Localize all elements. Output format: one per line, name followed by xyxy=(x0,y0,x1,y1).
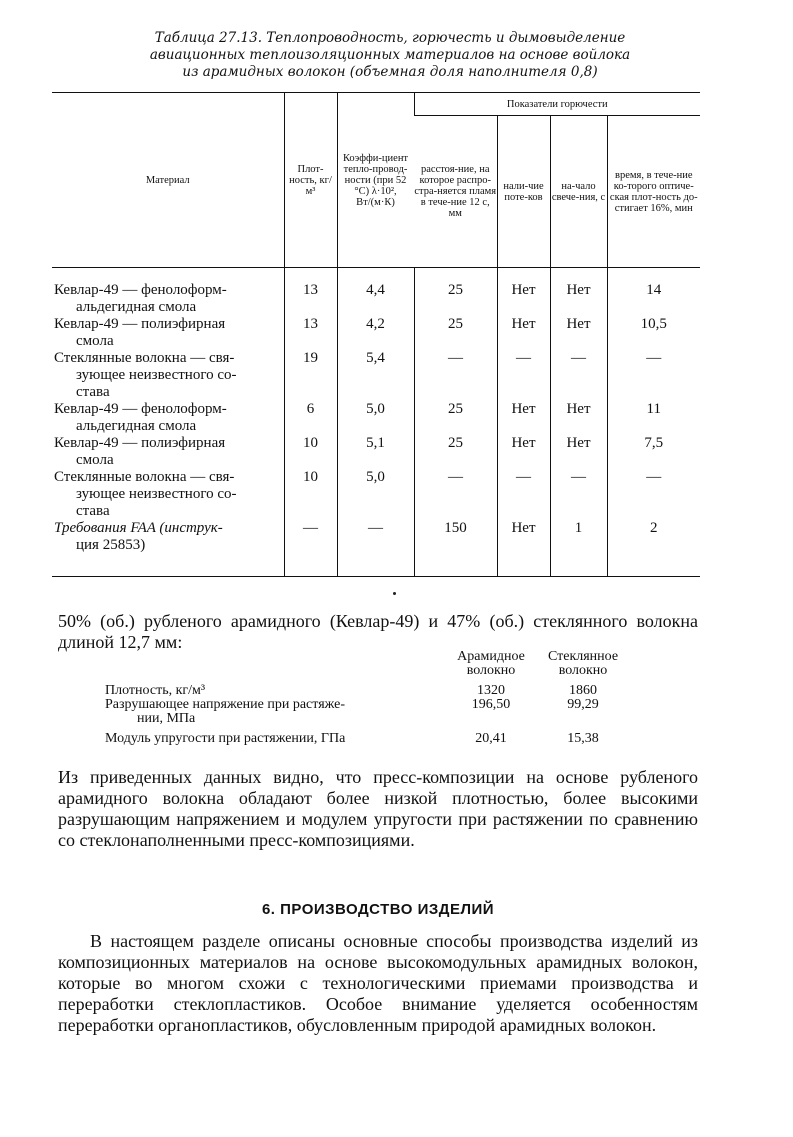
cell-glow-start: Нет xyxy=(550,401,607,435)
caption-line: Таблица 27.13. Теплопроводность, горючесть и дымовыделение xyxy=(154,30,626,46)
material-line: Кевлар-49 — полиэфирная xyxy=(54,435,226,451)
cell-smoke-time: — xyxy=(607,350,700,401)
material-line: Стеклянные волокна — свя- xyxy=(54,350,235,366)
cell-material xyxy=(52,520,284,577)
cell-smoke-time: 14 xyxy=(607,268,700,317)
table-row xyxy=(52,268,700,317)
caption-line: из арамидных волокон (объемная доля наполнителя 0,8) xyxy=(182,64,598,80)
row-label xyxy=(105,698,445,726)
cell-glass: 1860 xyxy=(569,683,597,698)
cell-drip: Нет xyxy=(497,401,550,435)
cell-glow-start: Нет xyxy=(550,435,607,469)
cell-material xyxy=(52,316,284,350)
material-line: смола xyxy=(76,333,114,349)
paragraph-intro: 50% (об.) рубленого арамидного (Кевлар-49) и 47% (об.) стеклянного волокна длиной 12,7 мм: xyxy=(58,611,698,652)
material-line: Кевлар-49 — фенолоформ- xyxy=(54,401,227,417)
material-line: зующее неизвестного со- xyxy=(76,486,237,502)
cell-flame-spread: 25 xyxy=(414,401,497,435)
material-line: става xyxy=(76,384,110,400)
material-line: Кевлар-49 — фенолоформ- xyxy=(54,282,227,298)
cell-density: 13 xyxy=(284,316,337,350)
cell-glass: 99,29 xyxy=(567,697,599,712)
row-label xyxy=(105,732,445,746)
cell-aramid: 1320 xyxy=(477,683,505,698)
material-line: смола xyxy=(76,452,114,468)
cell-conductivity: 5,1 xyxy=(337,435,414,469)
header-drip: нали-чие поте-ков xyxy=(497,116,550,268)
cell-glow-start: 1 xyxy=(550,520,607,577)
header-material: Материал xyxy=(52,93,284,268)
header-glow-start: на-чало свече-ния, с xyxy=(550,116,607,268)
cell-glass: 15,38 xyxy=(567,731,599,746)
cell-drip: — xyxy=(497,350,550,401)
material-line: Стеклянные волокна — свя- xyxy=(54,469,235,485)
cell-smoke-time: 7,5 xyxy=(607,435,700,469)
cell-glow-start: Нет xyxy=(550,268,607,317)
material-line: альдегидная смола xyxy=(76,418,197,434)
cell-flame-spread: 150 xyxy=(414,520,497,577)
cell-smoke-time: 2 xyxy=(607,520,700,577)
table-row xyxy=(52,401,700,435)
cell-density: 13 xyxy=(284,268,337,317)
cell-density: 19 xyxy=(284,350,337,401)
table-row xyxy=(105,684,629,698)
cell-drip: Нет xyxy=(497,316,550,350)
table-row xyxy=(52,350,700,401)
table-row xyxy=(105,732,629,746)
label-line: Модуль упругости при растяжении, ГПа xyxy=(105,731,346,746)
material-line: зующее неизвестного со- xyxy=(76,367,237,383)
cell-density: 10 xyxy=(284,435,337,469)
cell-drip: Нет xyxy=(497,268,550,317)
cell-glow-start: — xyxy=(550,350,607,401)
cell-flame-spread: 25 xyxy=(414,268,497,317)
table-row xyxy=(105,698,629,726)
cell-aramid: 196,50 xyxy=(471,697,511,712)
paragraph-conclusion: Из приведенных данных видно, что пресс-композиции на основе рубленого арамидного волокна обладают более низкой плотностью, более высокими разрушающим напряжением и модулем упругости при растяжении по сравнению со стеклонаполненными пресс-композициями. xyxy=(58,767,698,850)
cell-conductivity: 4,2 xyxy=(337,316,414,350)
material-line: Требования FAA (инструк- xyxy=(54,520,223,536)
print-speck xyxy=(393,592,396,595)
material-line: Кевлар-49 — полиэфирная xyxy=(54,316,226,332)
material-line: ция 25853) xyxy=(76,537,146,553)
cell-glow-start: Нет xyxy=(550,316,607,350)
header-density: Плот-ность, кг/м³ xyxy=(284,93,337,268)
header-flammability-group: Показатели горючести xyxy=(414,93,700,116)
table-row xyxy=(52,469,700,520)
material-line: става xyxy=(76,503,110,519)
cell-material xyxy=(52,268,284,317)
flammability-table xyxy=(52,92,700,577)
cell-conductivity: 5,0 xyxy=(337,401,414,435)
header-conductivity: Коэффи-циент тепло-провод-ности (при 52 °С) λ·10², Вт/(м·К) xyxy=(337,93,414,268)
header-glass-fiber: Стеклянное волокно xyxy=(547,649,619,678)
cell-conductivity: — xyxy=(337,520,414,577)
table-row xyxy=(52,435,700,469)
cell-material xyxy=(52,469,284,520)
header-aramid-fiber: Арамидное волокно xyxy=(457,649,525,678)
label-line: Разрушающее напряжение при растяже- xyxy=(105,697,346,712)
paragraph-section: В настоящем разделе описаны основные способы производства изделий из композиционных материалов на основе высокомодульных арамидных волокон, которые во многом схожи с технологическими приемами производства и переработки стеклопластиков. Особое внимание уделяется особенностям переработки органопластиков, обусловленным природой арамидных волокон. xyxy=(58,931,698,1035)
header-flame-spread: расстоя-ние, на которое распро-стра-няется пламя в тече-ние 12 с, мм xyxy=(414,116,497,268)
cell-density: 6 xyxy=(284,401,337,435)
row-label xyxy=(105,684,445,698)
label-line: нии, МПа xyxy=(137,711,196,726)
cell-aramid: 20,41 xyxy=(475,731,507,746)
header-smoke-time: время, в тече-ние ко-торого оптиче-ская плот-ность до-стигает 16%, мин xyxy=(607,116,700,268)
cell-material xyxy=(52,350,284,401)
cell-material xyxy=(52,435,284,469)
cell-flame-spread: 25 xyxy=(414,316,497,350)
cell-drip: — xyxy=(497,469,550,520)
label-line: Плотность, кг/м³ xyxy=(105,683,206,698)
cell-flame-spread: — xyxy=(414,350,497,401)
cell-conductivity: 5,0 xyxy=(337,469,414,520)
table-row xyxy=(52,316,700,350)
cell-drip: Нет xyxy=(497,520,550,577)
table-caption xyxy=(110,30,670,81)
cell-smoke-time: — xyxy=(607,469,700,520)
cell-drip: Нет xyxy=(497,435,550,469)
cell-density: 10 xyxy=(284,469,337,520)
cell-conductivity: 5,4 xyxy=(337,350,414,401)
material-line: альдегидная смола xyxy=(76,299,197,315)
fiber-properties-table xyxy=(105,650,629,746)
caption-line: авиационных теплоизоляционных материалов на основе войлока xyxy=(149,47,631,63)
section-heading: 6. ПРОИЗВОДСТВО ИЗДЕЛИЙ xyxy=(261,901,495,918)
cell-glow-start: — xyxy=(550,469,607,520)
cell-flame-spread: 25 xyxy=(414,435,497,469)
cell-material xyxy=(52,401,284,435)
cell-density: — xyxy=(284,520,337,577)
cell-flame-spread: — xyxy=(414,469,497,520)
cell-smoke-time: 11 xyxy=(607,401,700,435)
table-row xyxy=(52,520,700,577)
cell-smoke-time: 10,5 xyxy=(607,316,700,350)
cell-conductivity: 4,4 xyxy=(337,268,414,317)
